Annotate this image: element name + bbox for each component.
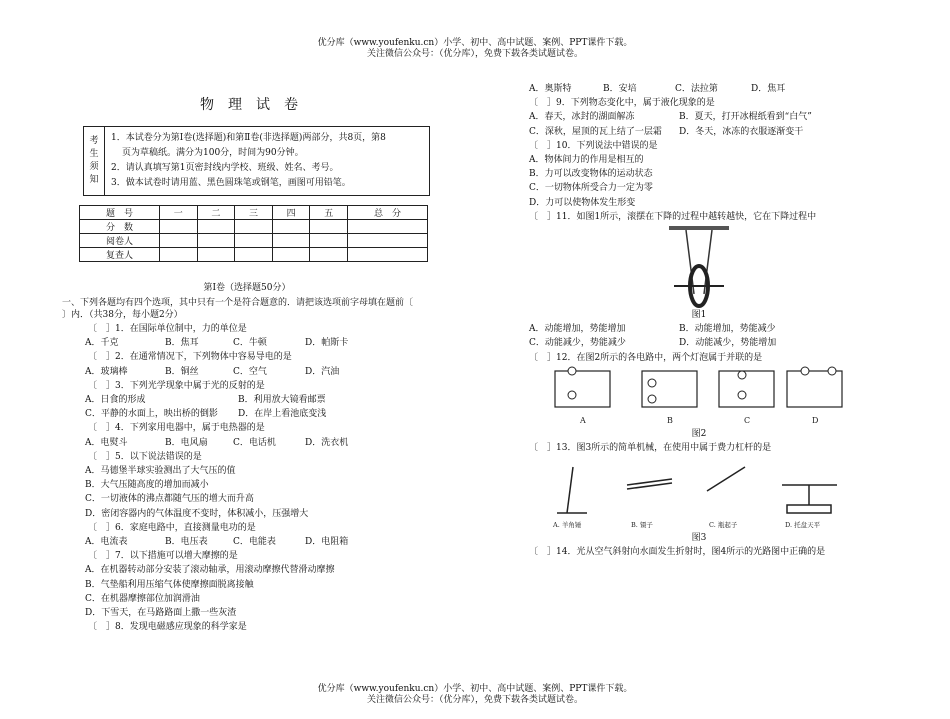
score-cell[interactable] [235, 220, 273, 234]
figure-2-caption: 图2 [691, 428, 707, 439]
question-options [529, 82, 869, 96]
footer-line-1: 优分库（www.youfenku.cn）小学、初中、高中试题、案例、PPT课件下载。 [317, 684, 633, 694]
option[interactable]: B．安培 [603, 84, 637, 94]
option[interactable]: A．奥斯特 [529, 84, 572, 94]
option[interactable]: A．在机器转动部分安装了滚动轴承，用滚动摩擦代替滑动摩擦 [85, 565, 335, 576]
question-stem: 〔 ］2．在通常情况下，下列物体中容易导电的是 [88, 352, 292, 363]
question-options [85, 436, 438, 450]
question-stem: 〔 ］5．以下说法错误的是 [88, 451, 202, 462]
section-1-intro: 一、下列各题均有四个选项，其中只有一个是符合题意的．请把该选项前字母填在题前〔 [62, 298, 414, 308]
question-stem: 〔 ］9．下列物态变化中，属于液化现象的是 [529, 98, 715, 109]
score-header-row [80, 206, 428, 220]
section-1-title: 第Ⅰ卷（选择题50分） [203, 283, 291, 293]
notes-item: 1．本试卷分为第Ⅰ卷(选择题)和第Ⅱ卷(非选择题)两部分，共8页，第8 [111, 133, 386, 143]
question-options [529, 336, 869, 350]
section-1-header [62, 282, 432, 321]
notes-label-char: 考 [89, 136, 99, 146]
score-row-label: 阅卷人 [80, 234, 160, 248]
figure-3-label-b: B. 镊子 [631, 521, 653, 530]
option[interactable]: A．电熨斗 [85, 437, 128, 448]
figure-2-circuits [547, 365, 847, 427]
option[interactable]: D．汽油 [305, 366, 340, 377]
score-cell[interactable] [235, 234, 273, 248]
option[interactable]: C．在机器摩擦部位加润滑油 [85, 593, 200, 604]
header-line-2: 关注微信公众号：（优分库），免费下载各类试题试卷。 [366, 49, 583, 59]
option[interactable]: A．日食的形成 [85, 394, 146, 405]
score-cell[interactable] [272, 248, 310, 262]
option[interactable]: A．电流表 [85, 536, 128, 547]
option[interactable]: B．力可以改变物体的运动状态 [529, 169, 653, 180]
notes-item: 3．做本试卷时请用蓝、黑色圆珠笔或钢笔，画图可用铅笔。 [111, 178, 351, 188]
score-cell[interactable] [197, 220, 235, 234]
notes-label-char: 生 [89, 149, 99, 159]
score-cell[interactable] [310, 248, 348, 262]
option[interactable]: D．下雪天，在马路路面上撒一些灰渣 [85, 607, 237, 618]
notes-label [84, 127, 105, 196]
notes-item: 页为草稿纸。满分为100分，时间为90分钟。 [122, 148, 304, 158]
score-cell[interactable] [159, 248, 197, 262]
question-options [85, 336, 438, 350]
figure-3-caption: 图3 [691, 533, 707, 544]
option[interactable]: C．牛顿 [233, 338, 267, 349]
option[interactable]: A．物体间力的作用是相互的 [529, 154, 644, 165]
option[interactable]: C．电能表 [233, 536, 276, 547]
question-options [85, 407, 438, 421]
figure-1-caption: 图1 [691, 309, 707, 320]
question-stem: 〔 ］10．下列说法中错误的是 [529, 140, 658, 151]
option[interactable]: D．焦耳 [751, 84, 786, 94]
question-stem: 〔 ］12．在图2所示的各电路中，两个灯泡属于并联的是 [529, 352, 763, 363]
section-1-intro: 〕内．（共38分，每小题2分） [62, 310, 183, 320]
score-cell[interactable] [310, 220, 348, 234]
header-line-1: 优分库（www.youfenku.cn）小学、初中、高中试题、案例、PPT课件下载。 [317, 38, 633, 48]
score-row-label: 复查人 [80, 248, 160, 262]
score-row-label: 分 数 [80, 220, 160, 234]
score-cell[interactable] [348, 220, 428, 234]
option[interactable]: D．力可以使物体发生形变 [529, 197, 636, 208]
question-stem: 〔 ］3．下列光学现象中属于光的反射的是 [88, 380, 265, 391]
option[interactable]: A．玻璃棒 [85, 366, 128, 377]
score-cell[interactable] [310, 234, 348, 248]
option[interactable]: C．平静的水面上，映出桥的倒影 [85, 409, 218, 420]
figure-2-label-c: C [744, 415, 751, 425]
score-cell[interactable] [348, 248, 428, 262]
notes-label-char: 须 [89, 162, 99, 172]
figure-3-label-c: C. 瓶起子 [709, 521, 738, 530]
option[interactable]: C．电话机 [233, 437, 276, 448]
option[interactable]: B．焦耳 [165, 338, 199, 349]
option[interactable]: B．铜丝 [165, 366, 199, 377]
option[interactable]: C．法拉第 [675, 84, 718, 94]
figure-1-maxwell-wheel [664, 224, 734, 308]
option[interactable]: B．电风扇 [165, 437, 208, 448]
notes-label-char: 知 [89, 175, 99, 185]
exam-title: 物理试卷 [200, 97, 312, 113]
figure-3-levers [547, 455, 847, 531]
option[interactable]: D．洗衣机 [305, 437, 349, 448]
option[interactable]: D．动能减少，势能增加 [679, 338, 777, 349]
figure-3-label-d: D. 托盘天平 [785, 521, 821, 530]
footer-line-2: 关注微信公众号：（优分库），免费下载各类试题试卷。 [366, 695, 583, 705]
score-header-cell: 总 分 [348, 206, 428, 220]
option[interactable]: D．在岸上看池底变浅 [238, 409, 327, 420]
option[interactable]: B．夏天，打开冰棍纸看到“白气” [679, 112, 812, 123]
notes-content [105, 127, 430, 196]
score-cell[interactable] [197, 234, 235, 248]
figure-3-label-a: A. 羊角锤 [553, 521, 582, 530]
score-cell[interactable] [197, 248, 235, 262]
question-options [529, 110, 869, 124]
question-options [85, 393, 438, 407]
question-stem: 〔 ］14．光从空气斜射向水面发生折射时，图4所示的光路图中正确的是 [529, 547, 826, 558]
question-options [85, 535, 438, 549]
option[interactable]: A．动能增加，势能增加 [529, 324, 626, 335]
question-stem: 〔 ］1．在国际单位制中，力的单位是 [88, 324, 247, 334]
question-stem: 〔 ］7．以下措施可以增大摩擦的是 [88, 551, 238, 562]
score-cell[interactable] [159, 234, 197, 248]
option[interactable]: B．大气压随高度的增加而减小 [85, 480, 209, 491]
question-stem: 〔 ］4．下列家用电器中，属于电热器的是 [88, 423, 265, 434]
option[interactable]: C．动能减少，势能减少 [529, 338, 626, 349]
question-options [85, 365, 438, 379]
score-table [79, 205, 428, 262]
question-stem: 〔 ］11．如图1所示，滚摆在下降的过程中越转越快，它在下降过程中 [529, 211, 817, 222]
figure-2-label-b: B [667, 415, 673, 425]
score-header-cell: 三 [235, 206, 273, 220]
score-cell[interactable] [348, 234, 428, 248]
option[interactable]: C．一切物体所受合力一定为零 [529, 183, 653, 194]
score-row [80, 220, 428, 234]
option[interactable]: C．一切液体的沸点都随气压的增大而升高 [85, 494, 254, 505]
page-header [0, 38, 950, 60]
option[interactable]: D．帕斯卡 [305, 338, 349, 349]
score-row [80, 234, 428, 248]
option[interactable]: D．密闭容器内的气体温度不变时，体积减小，压强增大 [85, 508, 309, 519]
score-header-cell: 一 [159, 206, 197, 220]
option[interactable]: B．电压表 [165, 536, 208, 547]
score-cell[interactable] [159, 220, 197, 234]
question-stem: 〔 ］6．家庭电路中，直接测量电功的是 [88, 522, 256, 533]
option[interactable]: C．深秋，屋顶的瓦上结了一层霜 [529, 126, 662, 137]
option[interactable]: D．冬天，冰冻的衣服逐渐变干 [679, 126, 804, 137]
option[interactable]: B．动能增加，势能减少 [679, 324, 776, 335]
score-cell[interactable] [235, 248, 273, 262]
question-stem: 〔 ］13．图3所示的简单机械，在使用中属于费力杠杆的是 [529, 442, 772, 453]
option[interactable]: B．气垫船利用压缩气体使摩擦面脱离接触 [85, 579, 254, 590]
option[interactable]: B．利用放大镜看邮票 [238, 394, 326, 405]
question-options [529, 322, 869, 336]
option[interactable]: A．千克 [85, 338, 119, 349]
page-footer [0, 684, 950, 706]
score-cell[interactable] [272, 234, 310, 248]
score-header-cell: 四 [272, 206, 310, 220]
left-column [85, 322, 438, 634]
score-header-cell: 题 号 [80, 206, 160, 220]
option[interactable]: C．空气 [233, 366, 267, 377]
score-cell[interactable] [272, 220, 310, 234]
score-header-cell: 二 [197, 206, 235, 220]
notes-item: 2．请认真填写第1页密封线内学校、班级、姓名、考号。 [111, 163, 339, 173]
exam-notes-table [83, 126, 430, 196]
figure-2-label-a: A [580, 415, 586, 425]
score-header-cell: 五 [310, 206, 348, 220]
question-options [529, 125, 869, 139]
option[interactable]: D．电阻箱 [305, 536, 349, 547]
figure-2-label-d: D [812, 415, 819, 425]
option[interactable]: A．春天，冰封的湖面解冻 [529, 112, 635, 123]
right-column [529, 82, 869, 560]
score-row [80, 248, 428, 262]
option[interactable]: A．马德堡半球实验测出了大气压的值 [85, 465, 236, 476]
question-stem: 〔 ］8．发现电磁感应现象的科学家是 [88, 622, 247, 633]
